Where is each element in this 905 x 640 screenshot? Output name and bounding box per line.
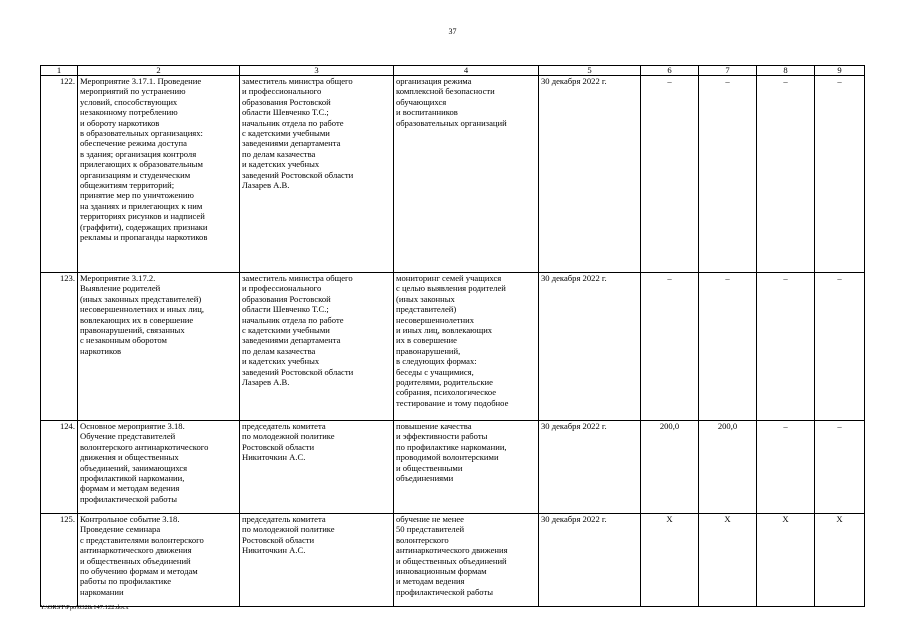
column-header: 6 (641, 66, 699, 76)
value-cell: – (757, 421, 815, 514)
value-cell: 200,0 (699, 421, 757, 514)
value-cell: – (815, 421, 865, 514)
row-number: 125. (41, 514, 78, 607)
header-row (41, 66, 865, 76)
responsible-cell: заместитель министра общего и профессионального образования Ростовской области Шевченко Т.С.; начальник отдела по работе с кадетскими учебными заведениями департамента по делам казачества и кадетских учебных заведений Ростовской области Лазарев А.В. (240, 273, 394, 421)
responsible-cell: председатель комитета по молодежной политике Ростовской области Никиточкин А.С. (240, 421, 394, 514)
row-number: 123. (41, 273, 78, 421)
file-path-footer: Y:\ORST\Ppo\0328r147.122.docx (40, 604, 129, 611)
responsible-cell: председатель комитета по молодежной политике Ростовской области Никиточкин А.С. (240, 514, 394, 607)
column-header: 2 (78, 66, 240, 76)
column-header: 8 (757, 66, 815, 76)
column-header: 7 (699, 66, 757, 76)
deadline-cell: 30 декабря 2022 г. (539, 273, 641, 421)
value-cell: – (757, 76, 815, 273)
column-header: 3 (240, 66, 394, 76)
value-cell: Х (757, 514, 815, 607)
row-number: 124. (41, 421, 78, 514)
responsible-cell: заместитель министра общего и профессионального образования Ростовской области Шевченко Т.С.; начальник отдела по работе с кадетскими учебными заведениями департамента по делам казачества и кадетских учебных заведений Ростовской области Лазарев А.В. (240, 76, 394, 273)
value-cell: – (757, 273, 815, 421)
event-cell: Основное мероприятие 3.18. Обучение представителей волонтерского антинаркотического движения и общественных объединений, занимающихся профилактикой наркомании, формам и методам ведения профилактической работы (78, 421, 240, 514)
value-cell: Х (815, 514, 865, 607)
table-row (41, 76, 865, 273)
deadline-cell: 30 декабря 2022 г. (539, 421, 641, 514)
value-cell: – (815, 76, 865, 273)
result-cell: организация режима комплексной безопасности обучающихся и воспитанников образовательных организаций (394, 76, 539, 273)
column-header: 5 (539, 66, 641, 76)
value-cell: Х (641, 514, 699, 607)
row-number: 122. (41, 76, 78, 273)
event-cell: Мероприятие 3.17.2. Выявление родителей (иных законных представителей) несовершеннолетних и иных лиц, вовлекающих их в совершение правонарушений, связанных с незаконным оборотом наркотиков (78, 273, 240, 421)
value-cell: – (699, 273, 757, 421)
table-row (41, 421, 865, 514)
value-cell: – (641, 273, 699, 421)
result-cell: обучение не менее 50 представителей волонтерского антинаркотического движения и общественных объединений инновационным формам и методам ведения профилактической работы (394, 514, 539, 607)
event-cell: Контрольное событие 3.18. Проведение семинара с представителями волонтерского антинаркотического движения и общественных объединений по обучению формам и методам работы по профилактике наркомании (78, 514, 240, 607)
column-header: 9 (815, 66, 865, 76)
value-cell: – (815, 273, 865, 421)
result-cell: повышение качества и эффективности работы по профилактике наркомании, проводимой волонтерскими и общественными объединениями (394, 421, 539, 514)
result-cell: мониторинг семей учащихся с целью выявления родителей (иных законных представителей) несовершеннолетних и иных лиц, вовлекающих их в совершение правонарушений, в следующих формах: беседы с учащимися, родителями, родительские собрания, психологическое тестирование и тому подобное (394, 273, 539, 421)
value-cell: – (641, 76, 699, 273)
event-cell: Мероприятие 3.17.1. Проведение мероприятий по устранению условий, способствующих незаконному потреблению и обороту наркотиков в образовательных организациях: обеспечение режима доступа в здания; организация контроля прилегающих к образовательным организациям и студенческим общежитиям территорий; принятие мер по уничтожению на зданиях и прилегающих к ним территориях рисунков и надписей (граффити), содержащих признаки рекламы и пропаганды наркотиков (78, 76, 240, 273)
value-cell: – (699, 76, 757, 273)
table-row (41, 514, 865, 607)
value-cell: Х (699, 514, 757, 607)
table-row (41, 273, 865, 421)
page-number: 37 (448, 27, 457, 36)
measures-table (40, 65, 865, 607)
column-header: 1 (41, 66, 78, 76)
deadline-cell: 30 декабря 2022 г. (539, 76, 641, 273)
deadline-cell: 30 декабря 2022 г. (539, 514, 641, 607)
value-cell: 200,0 (641, 421, 699, 514)
column-header: 4 (394, 66, 539, 76)
